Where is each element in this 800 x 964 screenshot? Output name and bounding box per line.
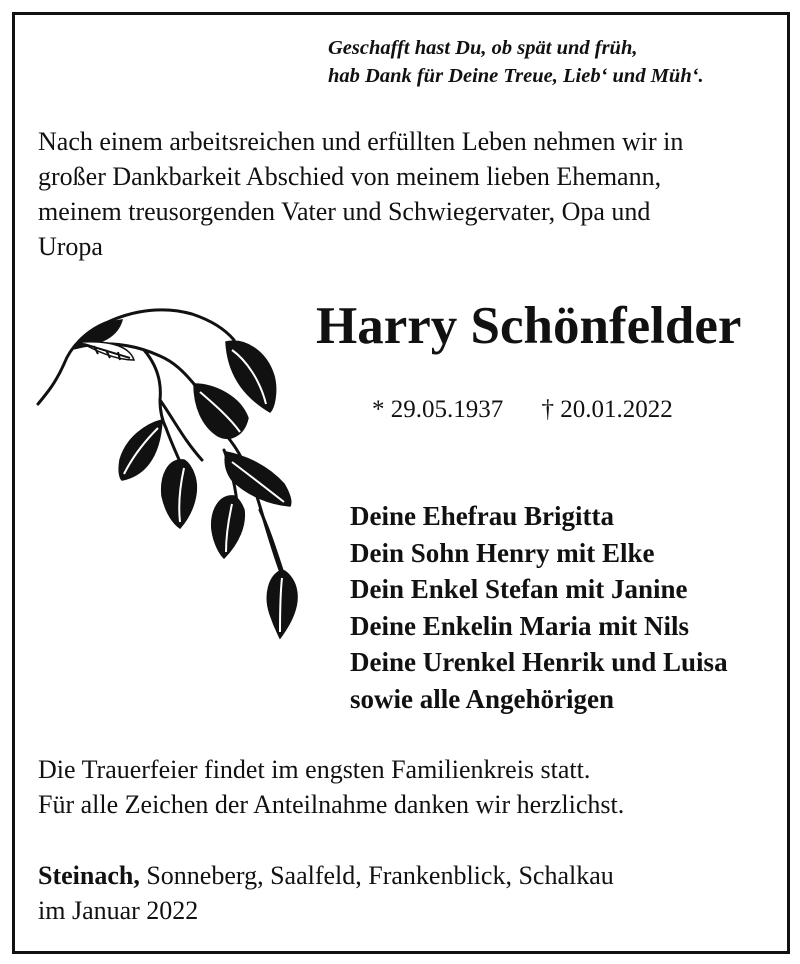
death-date: † 20.01.2022 bbox=[541, 396, 673, 423]
notice-date: im Januar 2022 bbox=[38, 896, 199, 925]
motto-line-2: hab Dank für Deine Treue, Lieb‘ und Müh‘. bbox=[328, 65, 704, 87]
birth-date: * 29.05.1937 bbox=[372, 396, 504, 423]
intro-line-2: großer Dankbarkeit Abschied von meinem lieben Ehemann, bbox=[38, 162, 662, 191]
mourner-line: sowie alle Angehörigen bbox=[350, 683, 614, 714]
mourner-line: Deine Ehefrau Brigitta bbox=[350, 501, 614, 531]
mourners-list bbox=[350, 498, 728, 717]
intro-line-4: Uropa bbox=[38, 232, 103, 261]
intro-line-1: Nach einem arbeitsreichen und erfüllten Leben nehmen wir in bbox=[38, 127, 684, 156]
intro-line-3: meinem treusorgenden Vater und Schwiegervater, Opa und bbox=[38, 197, 651, 226]
closing-text bbox=[38, 752, 624, 822]
places-line bbox=[38, 858, 614, 893]
motto-line-1: Geschafft hast Du, ob spät und früh, bbox=[328, 37, 638, 59]
other-towns: Sonneberg, Saalfeld, Frankenblick, Schalkau bbox=[139, 861, 614, 890]
mourner-line: Dein Sohn Henry mit Elke bbox=[350, 537, 655, 568]
life-dates bbox=[372, 394, 673, 426]
mourner-line: Dein Enkel Stefan mit Janine bbox=[350, 574, 688, 604]
deceased-name: Harry Schönfelder bbox=[316, 297, 742, 355]
closing-line-1: Die Trauerfeier findet im engsten Familienkreis statt. bbox=[38, 755, 591, 784]
place-and-date bbox=[38, 858, 614, 928]
motto-verse bbox=[328, 34, 768, 90]
mourner-line: Deine Urenkel Henrik und Luisa bbox=[350, 647, 728, 677]
closing-line-2: Für alle Zeichen der Anteilnahme danken wir herzlichst. bbox=[38, 790, 625, 819]
intro-text bbox=[38, 124, 768, 264]
main-town: Steinach, bbox=[38, 861, 140, 890]
birch-branch-icon bbox=[34, 300, 304, 645]
mourner-line: Deine Enkelin Maria mit Nils bbox=[350, 610, 689, 641]
